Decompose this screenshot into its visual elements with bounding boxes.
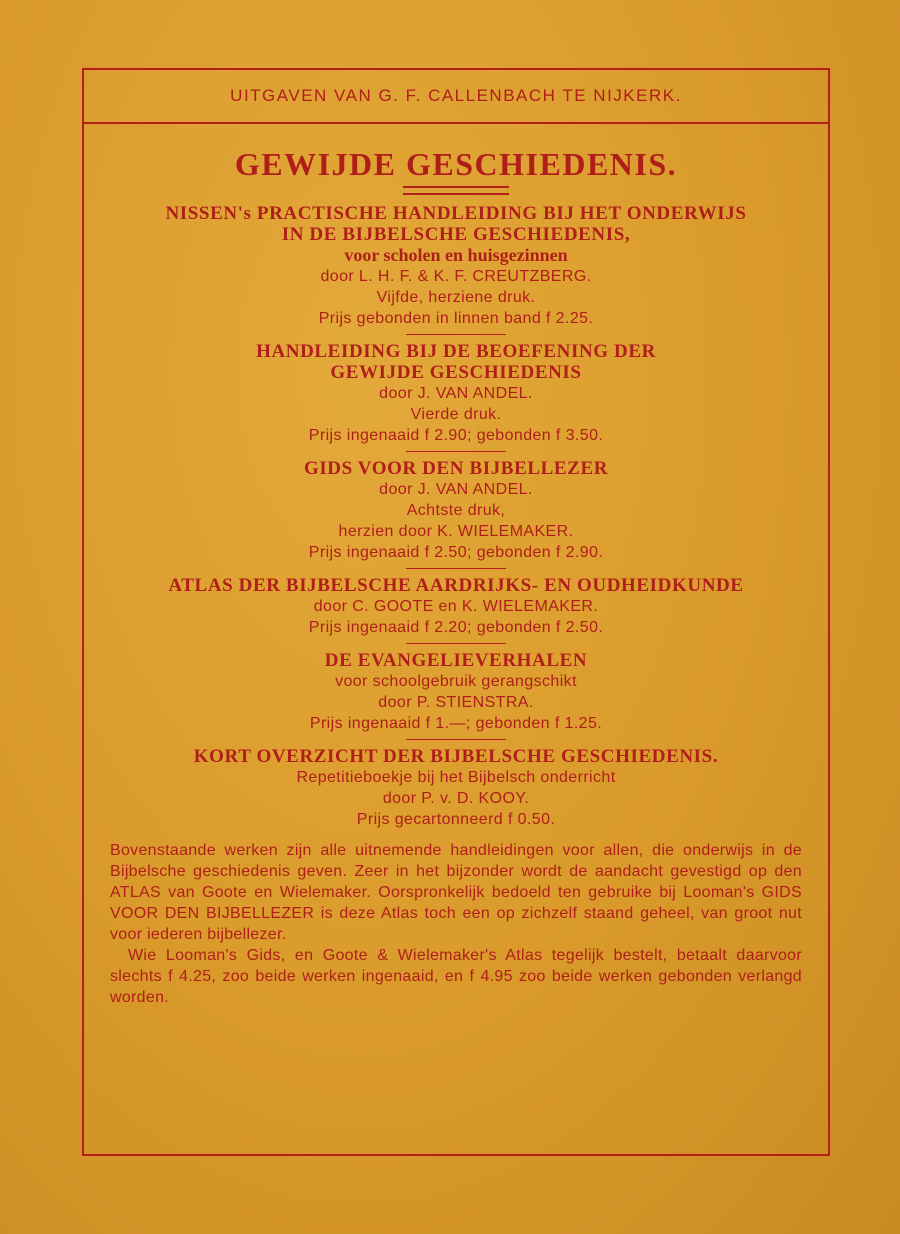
book-entry xyxy=(104,341,808,446)
book-list xyxy=(104,203,808,830)
book-detail-line: herzien door K. WIELEMAKER. xyxy=(338,523,574,540)
book-title: GEWIJDE GESCHIEDENIS xyxy=(330,362,582,383)
book-detail-line: Achtste druk, xyxy=(406,502,506,519)
section-divider xyxy=(406,451,506,452)
book-title: HANDLEIDING BIJ DE BEOEFENING DER xyxy=(256,341,656,362)
book-title: DE EVANGELIEVERHALEN xyxy=(324,650,588,671)
book-title: IN DE BIJBELSCHE GESCHIEDENIS, xyxy=(281,224,631,245)
closing-paragraph-1: Bovenstaande werken zijn alle uitnemende handleidingen voor allen, die onderwijs in de Bijbelsche geschiedenis geven. Zeer in het bijzonder wordt de aandacht gevestigd op den ATLAS van Goote en Wielemaker. Oorspronkelijk bedoeld ten gebruike bij Looman's GIDS VOOR DEN BIJBELLEZER is deze Atlas toch een op zichzelf staand geheel, van groot nut voor iederen bijbellezer. xyxy=(110,842,802,943)
book-entry xyxy=(104,746,808,830)
book-detail-line: door P. v. D. KOOY. xyxy=(382,790,530,807)
closing-paragraph-2: Wie Looman's Gids, en Goote & Wielemaker's Atlas tegelijk bestelt, betaalt daarvoor slechts f 4.25, zoo beide werken ingenaaid, en f 4.95 zoo beide werken gebonden verlangd worden. xyxy=(110,947,802,1006)
book-title: KORT OVERZICHT DER BIJBELSCHE GESCHIEDENIS. xyxy=(193,746,719,767)
book-detail-line: voor schoolgebruik gerangschikt xyxy=(335,673,577,690)
book-detail-line: Repetitieboekje bij het Bijbelsch onderricht xyxy=(296,769,616,786)
book-detail-line: Vierde druk. xyxy=(410,406,502,423)
book-detail-line: Prijs gecartonneerd f 0.50. xyxy=(356,811,556,828)
book-title: NISSEN's PRACTISCHE HANDLEIDING BIJ HET ONDERWIJS xyxy=(165,203,747,224)
publisher-header xyxy=(84,70,828,124)
section-divider xyxy=(406,334,506,335)
book-detail-line: door P. STIENSTRA. xyxy=(378,694,534,711)
book-title: ATLAS DER BIJBELSCHE AARDRIJKS- EN OUDHEIDKUNDE xyxy=(168,575,744,596)
book-detail-line: Prijs gebonden in linnen band f 2.25. xyxy=(318,310,594,327)
book-detail-line: Vijfde, herziene druk. xyxy=(376,289,536,306)
book-detail-line: Prijs ingenaaid f 2.90; gebonden f 3.50. xyxy=(308,427,604,444)
book-entry xyxy=(104,650,808,734)
book-detail-line: door C. GOOTE en K. WIELEMAKER. xyxy=(313,598,599,615)
book-detail-line: Prijs ingenaaid f 2.20; gebonden f 2.50. xyxy=(308,619,604,636)
book-detail-line: Prijs ingenaaid f 2.50; gebonden f 2.90. xyxy=(308,544,604,561)
book-title: GIDS VOOR DEN BIJBELLEZER xyxy=(303,458,609,479)
book-entry xyxy=(104,203,808,329)
section-divider xyxy=(406,643,506,644)
section-divider xyxy=(406,568,506,569)
book-entry xyxy=(104,458,808,563)
book-detail-line: Prijs ingenaaid f 1.—; gebonden f 1.25. xyxy=(309,715,603,732)
book-detail-line: door J. VAN ANDEL. xyxy=(379,385,533,402)
page-content xyxy=(84,146,828,1008)
book-subtitle: voor scholen en huisgezinnen xyxy=(344,245,568,265)
page-frame xyxy=(82,68,830,1156)
book-detail-line: door J. VAN ANDEL. xyxy=(379,481,533,498)
book-entry xyxy=(104,575,808,638)
title-double-rule xyxy=(403,186,509,195)
section-divider xyxy=(406,739,506,740)
book-detail-line: door L. H. F. & K. F. CREUTZBERG. xyxy=(320,268,592,285)
page-title: GEWIJDE GESCHIEDENIS. xyxy=(234,146,678,182)
publisher-header-text: UITGAVEN VAN G. F. CALLENBACH TE NIJKERK. xyxy=(230,86,682,105)
closing-text xyxy=(104,840,808,1008)
